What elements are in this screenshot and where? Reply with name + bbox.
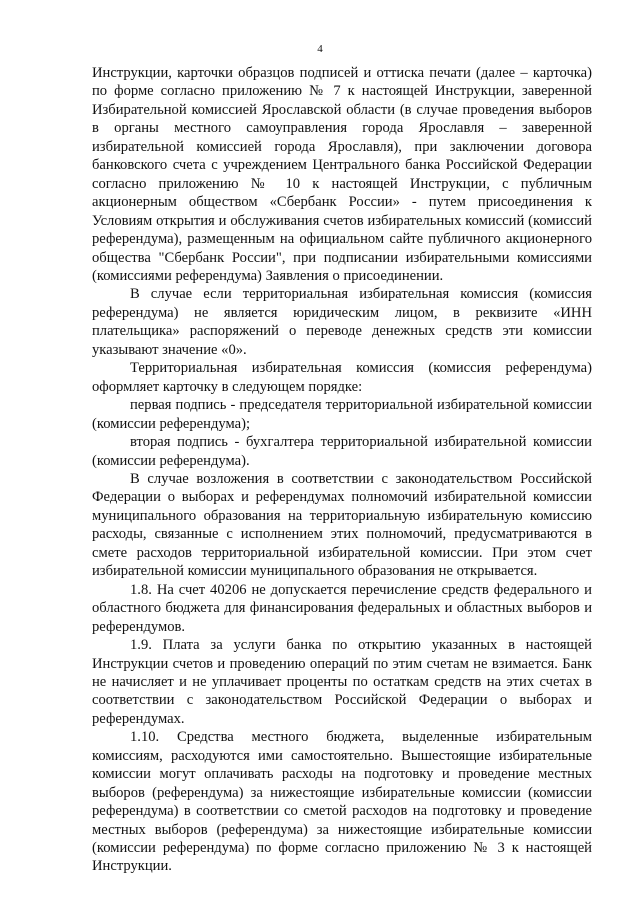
section-1-9: 1.9. Плата за услуги банка по открытию указанных в настоящей Инструкции счетов и проведению операций по этим счетам не взимается. Банк не начисляет и не уплачивает проценты по остаткам средств на этих счетах в соответствии с законодательством Российской Федерации о выборах и референдумах. xyxy=(92,637,592,727)
page-number: 4 xyxy=(317,43,323,55)
paragraph: вторая подпись - бухгалтера территориальной избирательной комиссии (комиссии референдума). xyxy=(92,434,592,469)
paragraph: В случае возложения в соответствии с законодательством Российской Федерации о выборах и референдумах полномочий избирательной комиссии муниципального образования на территориальную избирательную комиссию расходы, связанные с исполнением этих полномочий, предусматриваются в смете расходов территориальной избирательной комиссии. При этом счет избирательной комиссии муниципального образования не открывается. xyxy=(92,470,592,580)
section-1-8: 1.8. На счет 40206 не допускается перечисление средств федерального и областного бюджета для финансирования федеральных и областных выборов и референдумов. xyxy=(92,581,592,635)
paragraph: Инструкции, карточки образцов подписей и оттиска печати (далее – карточка) по форме согласно приложению № 7 к настоящей Инструкции, заверенной Избирательной комиссией Ярославской области (в случае проведения выборов в органы местного самоуправления города Ярославля – заверенной избирательной комиссией города Ярославля), при заключении договора банковского счета с учреждением Центрального банка Российской Федерации согласно приложению № 10 к настоящей Инструкции, с публичным акционерным обществом «Сбербанк России» - путем присоединения к Условиям открытия и обслуживания счетов избирательных комиссий (комиссий референдума), размещенным на официальном сайте публичного акционерного общества "Сбербанк России", при подписании избирательными комиссиями (комиссиями референдума) Заявления о присоединении. xyxy=(92,65,592,284)
document-body xyxy=(92,64,592,876)
paragraph: В случае если территориальная избирательная комиссия (комиссия референдума) не является юридическим лицом, в реквизите «ИНН плательщика» распоряжений о переводе денежных средств эти комиссии указывают значение «0». xyxy=(92,286,592,358)
paragraph: первая подпись - председателя территориальной избирательной комиссии (комиссии референдума); xyxy=(92,397,592,432)
paragraph: Территориальная избирательная комиссия (комиссия референдума) оформляет карточку в следующем порядке: xyxy=(92,360,592,395)
section-1-10: 1.10. Средства местного бюджета, выделенные избирательным комиссиям, расходуются ими самостоятельно. Вышестоящие избирательные комиссии могут оплачивать расходы на подготовку и проведение местных выборов (референдума) за нижестоящие избирательные комиссии (комиссии референдума) в соответствии со сметой расходов на подготовку и проведение местных выборов (референдума) за нижестоящие избирательные комиссии (комиссии референдума) по форме согласно приложению № 3 к настоящей Инструкции. xyxy=(92,729,592,875)
